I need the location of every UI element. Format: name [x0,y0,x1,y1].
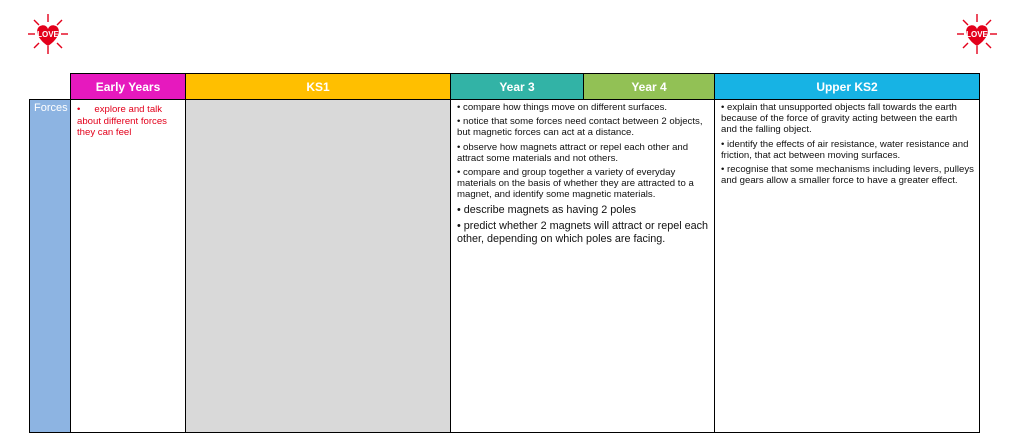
header-year4-label: Year 4 [631,79,667,94]
love-logo-icon [26,12,70,56]
header-ks1 [185,73,451,100]
header-year3-label: Year 3 [499,79,535,94]
header-upper-ks2 [714,73,980,100]
love-logo-icon [955,12,999,56]
svg-text:LOVE: LOVE [966,30,988,39]
upper-ks2-objective: • recognise that some mechanisms including levers, pulleys and gears allow a smaller force to have a greater effect. [721,164,974,187]
row-label-forces [29,99,71,433]
header-early-years [70,73,186,100]
header-upper-ks2-label: Upper KS2 [816,79,878,94]
school-logo-right [955,12,999,56]
header-year4 [583,73,715,100]
year34-objective: • compare and group together a variety of everyday materials on the basis of whether they are attracted to a magnet, and identify some magnetic materials. [457,167,694,201]
early-years-objective [77,104,179,139]
year34-objective: • describe magnets as having 2 poles [457,203,637,216]
early-years-text: explore and talk about different forces they can feel [77,104,167,138]
upper-ks2-cell [714,99,980,433]
year34-objective: • observe how magnets attract or repel each other and attract some materials and not others. [457,141,689,164]
year34-cell [450,99,715,433]
school-logo-left [26,12,70,56]
ks1-cell [185,99,451,433]
row-label-text: Forces [34,102,68,114]
early-years-cell [70,99,186,433]
header-early-years-label: Early Years [95,79,161,94]
header-ks1-label: KS1 [306,79,330,94]
header-year3 [450,73,584,100]
year34-objective: • notice that some forces need contact between 2 objects, but magnetic forces can act at a distance. [457,116,703,139]
svg-text:LOVE: LOVE [37,30,59,39]
upper-ks2-objective: • identify the effects of air resistance, water resistance and friction, that act between moving surfaces. [721,138,969,161]
year34-objective: • predict whether 2 magnets will attract or repel each other, depending on which poles are facing. [457,220,709,246]
upper-ks2-objective: • explain that unsupported objects fall towards the earth because of the force of gravity acting between the earth and the falling object. [721,102,958,136]
year34-objective: • compare how things move on different surfaces. [457,102,668,113]
bullet-marker: • [77,104,81,115]
